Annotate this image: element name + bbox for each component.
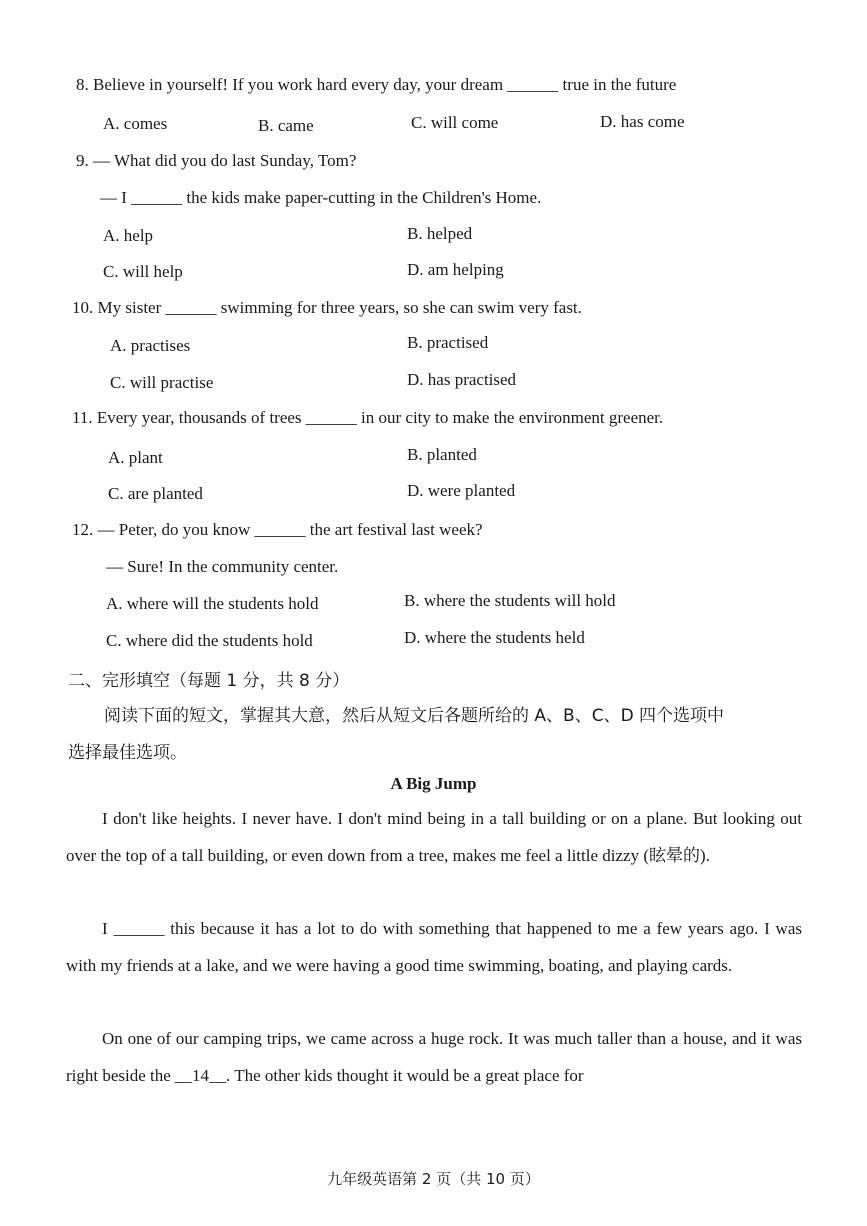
question-8-option-b: B. came	[258, 116, 314, 135]
question-12-option-b: B. where the students will hold	[404, 591, 616, 610]
page-footer: 九年级英语第 2 页（共 10 页）	[327, 1170, 540, 1188]
question-9-option-d: D. am helping	[407, 260, 504, 279]
passage-paragraph-3: On one of our camping trips, we came across a huge rock. It was much taller than a house, and it was right beside the __14__. The other kids thought it would be a great place for	[66, 1029, 802, 1085]
passage-paragraph-1: I don't like heights. I never have. I don't mind being in a tall building or on a plane. But looking out over the top of a tall building, or even down from a tree, makes me feel a little dizzy (眩晕的).	[66, 809, 802, 865]
question-8-option-c: C. will come	[411, 113, 499, 132]
question-9-stem: 9. — What did you do last Sunday, Tom?	[76, 151, 357, 170]
question-8-option-a: A. comes	[103, 114, 168, 133]
question-9-reply: — I ______ the kids make paper-cutting in the Children's Home.	[100, 188, 542, 207]
question-10-option-a: A. practises	[110, 336, 191, 355]
question-9-option-a: A. help	[103, 226, 154, 245]
question-10-option-d: D. has practised	[407, 370, 517, 389]
question-11-option-d: D. were planted	[407, 481, 516, 500]
section-heading: 二、完形填空（每题 1 分，共 8 分）	[68, 671, 350, 691]
question-12-option-a: A. where will the students hold	[106, 594, 319, 613]
question-9-option-c: C. will help	[103, 262, 183, 281]
question-10-option-c: C. will practise	[110, 373, 214, 392]
question-8-option-d: D. has come	[600, 112, 685, 131]
question-12-option-c: C. where did the students hold	[106, 631, 313, 650]
question-10-option-b: B. practised	[407, 333, 489, 352]
question-12-option-d: D. where the students held	[404, 628, 585, 647]
question-12-reply: — Sure! In the community center.	[106, 557, 339, 576]
passage-paragraph-2: I ______ this because it has a lot to do with something that happened to me a few years ago. I was with my friends at a lake, and we were having a good time swimming, boating, and playing cards.	[66, 919, 802, 975]
question-11-stem: 11. Every year, thousands of trees ______ in our city to make the environment greener.	[72, 408, 664, 427]
section-instruction-line1: 阅读下面的短文，掌握其大意，然后从短文后各题所给的 A、B、C、D 四个选项中	[104, 706, 725, 726]
passage-title: A Big Jump	[390, 774, 477, 793]
question-11-option-a: A. plant	[108, 448, 163, 467]
question-11-option-b: B. planted	[407, 445, 477, 464]
question-9-option-b: B. helped	[407, 224, 473, 243]
section-instruction-line2: 选择最佳选项。	[68, 743, 187, 763]
question-10-stem: 10. My sister ______ swimming for three years, so she can swim very fast.	[72, 298, 582, 317]
question-11-option-c: C. are planted	[108, 484, 203, 503]
question-12-stem: 12. — Peter, do you know ______ the art festival last week?	[72, 520, 483, 539]
question-8-stem: 8. Believe in yourself! If you work hard every day, your dream ______ true in the future	[76, 75, 677, 94]
